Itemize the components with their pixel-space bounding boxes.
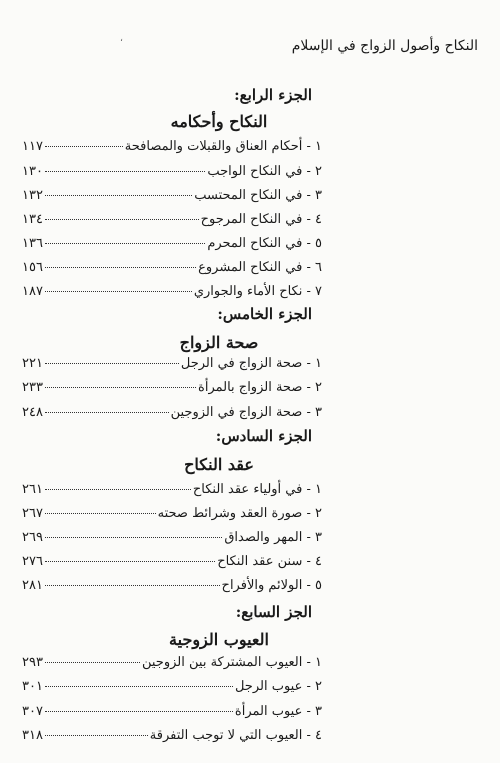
toc-entry-label: ٧ - نكاح الأماء والجواري bbox=[193, 284, 322, 299]
toc-row[interactable] bbox=[22, 655, 322, 675]
dot-leader bbox=[45, 195, 192, 196]
dot-leader bbox=[45, 561, 215, 562]
toc-entry-label: ٢ - صحة الزواج بالمرأة bbox=[198, 380, 322, 395]
section-title: الجزء السادس: bbox=[215, 427, 312, 445]
toc-row[interactable] bbox=[22, 530, 322, 550]
toc-row[interactable] bbox=[22, 728, 322, 748]
section-title: الجزء الرابع: bbox=[234, 86, 312, 104]
section-title: الجزء الخامس: bbox=[217, 305, 312, 323]
dot-leader bbox=[45, 291, 192, 292]
toc-row[interactable] bbox=[22, 704, 322, 724]
dot-leader bbox=[45, 537, 222, 538]
toc-page-number: ٢٦٩ bbox=[22, 530, 43, 545]
toc-entry-label: ٦ - في النكاح المشروع bbox=[198, 260, 322, 275]
toc-row[interactable] bbox=[22, 554, 322, 574]
toc-row[interactable] bbox=[22, 578, 322, 598]
dot-leader bbox=[45, 171, 205, 172]
toc-entry-label: ٣ - في النكاح المحتسب bbox=[194, 188, 322, 203]
toc-entry-label: ٣ - عيوب المرأة bbox=[234, 704, 322, 719]
toc-entry-label: ٢ - صورة العقد وشرائط صحته bbox=[157, 506, 322, 521]
toc-row[interactable] bbox=[22, 188, 322, 208]
dot-leader bbox=[45, 267, 196, 268]
toc-entry-label: ١ - أحكام العناق والقبلات والمصافحة bbox=[124, 139, 322, 154]
toc-page-number: ٣١٨ bbox=[22, 728, 43, 743]
toc-row[interactable] bbox=[22, 482, 322, 502]
dot-leader bbox=[45, 735, 148, 736]
dot-leader bbox=[45, 711, 233, 712]
toc-row[interactable] bbox=[22, 164, 322, 184]
toc-page-number: ١٨٧ bbox=[22, 284, 43, 299]
toc-row[interactable] bbox=[22, 236, 322, 256]
toc-entry-label: ٥ - الولائم والأفراح bbox=[221, 578, 322, 593]
toc-entry-label: ٤ - في النكاح المرجوح bbox=[200, 212, 322, 227]
toc-row[interactable] bbox=[22, 380, 322, 400]
toc-page-number: ٢٤٨ bbox=[22, 405, 43, 420]
toc-row[interactable] bbox=[22, 212, 322, 232]
toc-page-number: ١٣٦ bbox=[22, 236, 43, 251]
dot-leader bbox=[45, 686, 233, 687]
toc-row[interactable] bbox=[22, 405, 322, 425]
toc-row[interactable] bbox=[22, 356, 322, 376]
toc-page-number: ١٣٤ bbox=[22, 212, 43, 227]
dot-leader bbox=[45, 662, 140, 663]
dot-leader bbox=[45, 387, 196, 388]
toc-row[interactable] bbox=[22, 139, 322, 159]
dot-leader bbox=[45, 489, 191, 490]
toc-page-number: ٢٨١ bbox=[22, 578, 43, 593]
toc-page-number: ١٣٠ bbox=[22, 164, 43, 179]
section-subtitle: عقد النكاح bbox=[184, 455, 254, 474]
toc-row[interactable] bbox=[22, 284, 322, 304]
dot-leader bbox=[45, 513, 156, 514]
section-subtitle: صحة الزواج bbox=[179, 333, 259, 352]
dot-leader bbox=[45, 146, 123, 147]
toc-page-number: ٢٣٣ bbox=[22, 380, 43, 395]
toc-entry-label: ٣ - صحة الزواج في الزوجين bbox=[170, 405, 322, 420]
toc-page-number: ٢٧٦ bbox=[22, 554, 43, 569]
dot-leader bbox=[45, 585, 220, 586]
toc-entry-label: ١ - العيوب المشتركة بين الزوجين bbox=[141, 655, 322, 670]
toc-page-number: ٢٦١ bbox=[22, 482, 43, 497]
toc-entry-label: ١ - في أولياء عقد النكاح bbox=[192, 482, 322, 497]
toc-row[interactable] bbox=[22, 506, 322, 526]
toc-entry-label: ٤ - العيوب التي لا توجب التفرقة bbox=[149, 728, 322, 743]
toc-page-number: ٢٢١ bbox=[22, 356, 43, 371]
section-title: الجز السابع: bbox=[235, 603, 312, 621]
toc-entry-label: ١ - صحة الزواج في الرجل bbox=[180, 356, 322, 371]
margin-mark: ، bbox=[120, 34, 123, 44]
toc-row[interactable] bbox=[22, 260, 322, 280]
toc-entry-label: ٢ - في النكاح الواجب bbox=[207, 164, 322, 179]
toc-page-number: ١٣٢ bbox=[22, 188, 43, 203]
toc-page-number: ٣٠١ bbox=[22, 679, 43, 694]
running-title: النكاح وأصول الزواج في الإسلام bbox=[291, 38, 478, 54]
section-subtitle: العيوب الزوجية bbox=[169, 630, 269, 649]
toc-page-number: ١١٧ bbox=[22, 139, 43, 154]
toc-page-number: ٣٠٧ bbox=[22, 704, 43, 719]
toc-entry-label: ٤ - سنن عقد النكاح bbox=[217, 554, 322, 569]
section-subtitle: النكاح وأحكامه bbox=[170, 112, 268, 131]
dot-leader bbox=[45, 412, 169, 413]
toc-entry-label: ٥ - في النكاح المحرم bbox=[207, 236, 322, 251]
toc-row[interactable] bbox=[22, 679, 322, 699]
toc-page-number: ١٥٦ bbox=[22, 260, 43, 275]
dot-leader bbox=[45, 243, 205, 244]
toc-page-number: ٢٩٣ bbox=[22, 655, 43, 670]
toc-entry-label: ٣ - المهر والصداق bbox=[224, 530, 322, 545]
dot-leader bbox=[45, 363, 179, 364]
dot-leader bbox=[45, 219, 199, 220]
toc-entry-label: ٢ - عيوب الرجل bbox=[234, 679, 322, 694]
toc-page-number: ٢٦٧ bbox=[22, 506, 43, 521]
